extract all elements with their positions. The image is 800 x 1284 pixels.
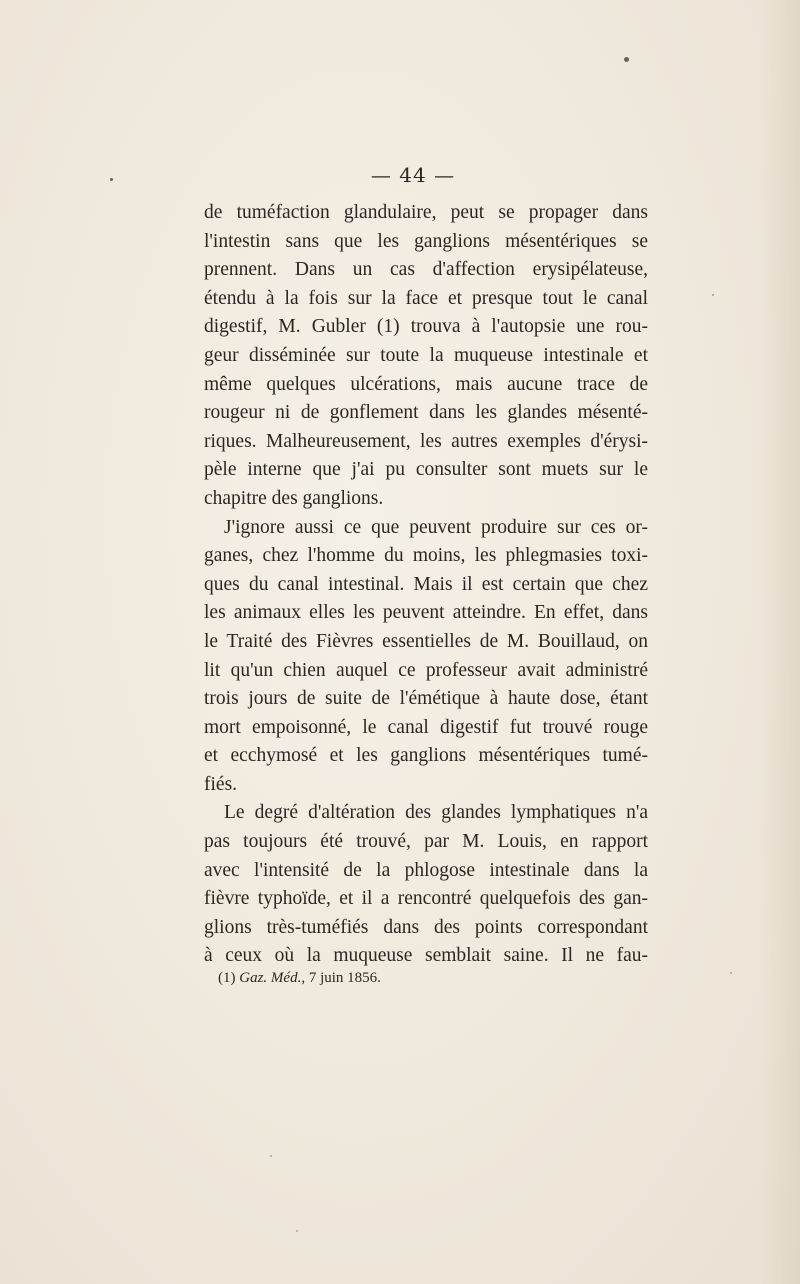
text-line: trois jours de suite de l'émétique à haute dose, étant xyxy=(204,688,648,710)
paper-speck xyxy=(110,178,113,181)
text-line: digestif, M. Gubler (1) trouva à l'autopsie une rou- xyxy=(204,316,648,338)
text-line: pèle interne que j'ai pu consulter sont muets sur le xyxy=(204,459,648,481)
footnote xyxy=(218,970,381,987)
text-line: ganes, chez l'homme du moins, les phlegmasies toxi- xyxy=(204,545,648,567)
text-line: l'intestin sans que les ganglions mésentériques se xyxy=(204,230,648,252)
paper-speck xyxy=(296,1230,298,1232)
page-number: — 44 — xyxy=(370,163,456,187)
text-line: riques. Malheureusement, les autres exemples d'érysi- xyxy=(204,430,648,452)
text-line: même quelques ulcérations, mais aucune trace de xyxy=(204,373,648,395)
text-line: fiés. xyxy=(204,773,238,795)
body-text xyxy=(204,199,648,971)
text-line: rougeur ni de gonflement dans les glandes mésenté- xyxy=(204,402,648,424)
text-line: étendu à la fois sur la face et presque tout le canal xyxy=(204,287,648,309)
paper-speck xyxy=(712,294,714,296)
text-line: glions très-tuméfiés dans des points correspondant xyxy=(204,916,648,938)
footnote-marker: (1) xyxy=(218,970,236,986)
text-line: geur disséminée sur toute la muqueuse intestinale et xyxy=(204,344,648,366)
text-line: mort empoisonné, le canal digestif fut trouvé rouge xyxy=(204,716,648,738)
text-line: avec l'intensité de la phlogose intestinale dans la xyxy=(204,859,648,881)
text-line: le Traité des Fièvres essentielles de M. Bouillaud, on xyxy=(204,630,648,652)
footnote-journal: Gaz. Méd. xyxy=(239,970,302,986)
paper-speck xyxy=(624,57,629,62)
paper-speck xyxy=(270,1155,272,1157)
page-edge-shadow xyxy=(760,0,800,1284)
text-line: les animaux elles les peuvent atteindre. En effet, dans xyxy=(204,602,648,624)
footnote-date: , 7 juin 1856. xyxy=(301,970,381,986)
text-line: J'ignore aussi ce que peuvent produire sur ces or- xyxy=(224,516,648,538)
text-line: et ecchymosé et les ganglions mésentériques tumé- xyxy=(204,745,648,767)
text-line: de tuméfaction glandulaire, peut se propager dans xyxy=(204,202,648,223)
text-line: fièvre typhoïde, et il a rencontré quelquefois des gan- xyxy=(204,888,648,910)
text-line: pas toujours été trouvé, par M. Louis, en rapport xyxy=(204,831,648,853)
text-line: Le degré d'altération des glandes lymphatiques n'a xyxy=(224,802,648,824)
text-line: à ceux où la muqueuse semblait saine. Il ne fau- xyxy=(204,945,648,967)
text-line: lit qu'un chien auquel ce professeur avait administré xyxy=(204,659,648,681)
paper-speck xyxy=(730,972,732,974)
text-line: chapitre des ganglions. xyxy=(204,487,384,509)
text-line: prennent. Dans un cas d'affection erysipélateuse, xyxy=(204,259,648,281)
text-line: ques du canal intestinal. Mais il est certain que chez xyxy=(204,573,648,595)
